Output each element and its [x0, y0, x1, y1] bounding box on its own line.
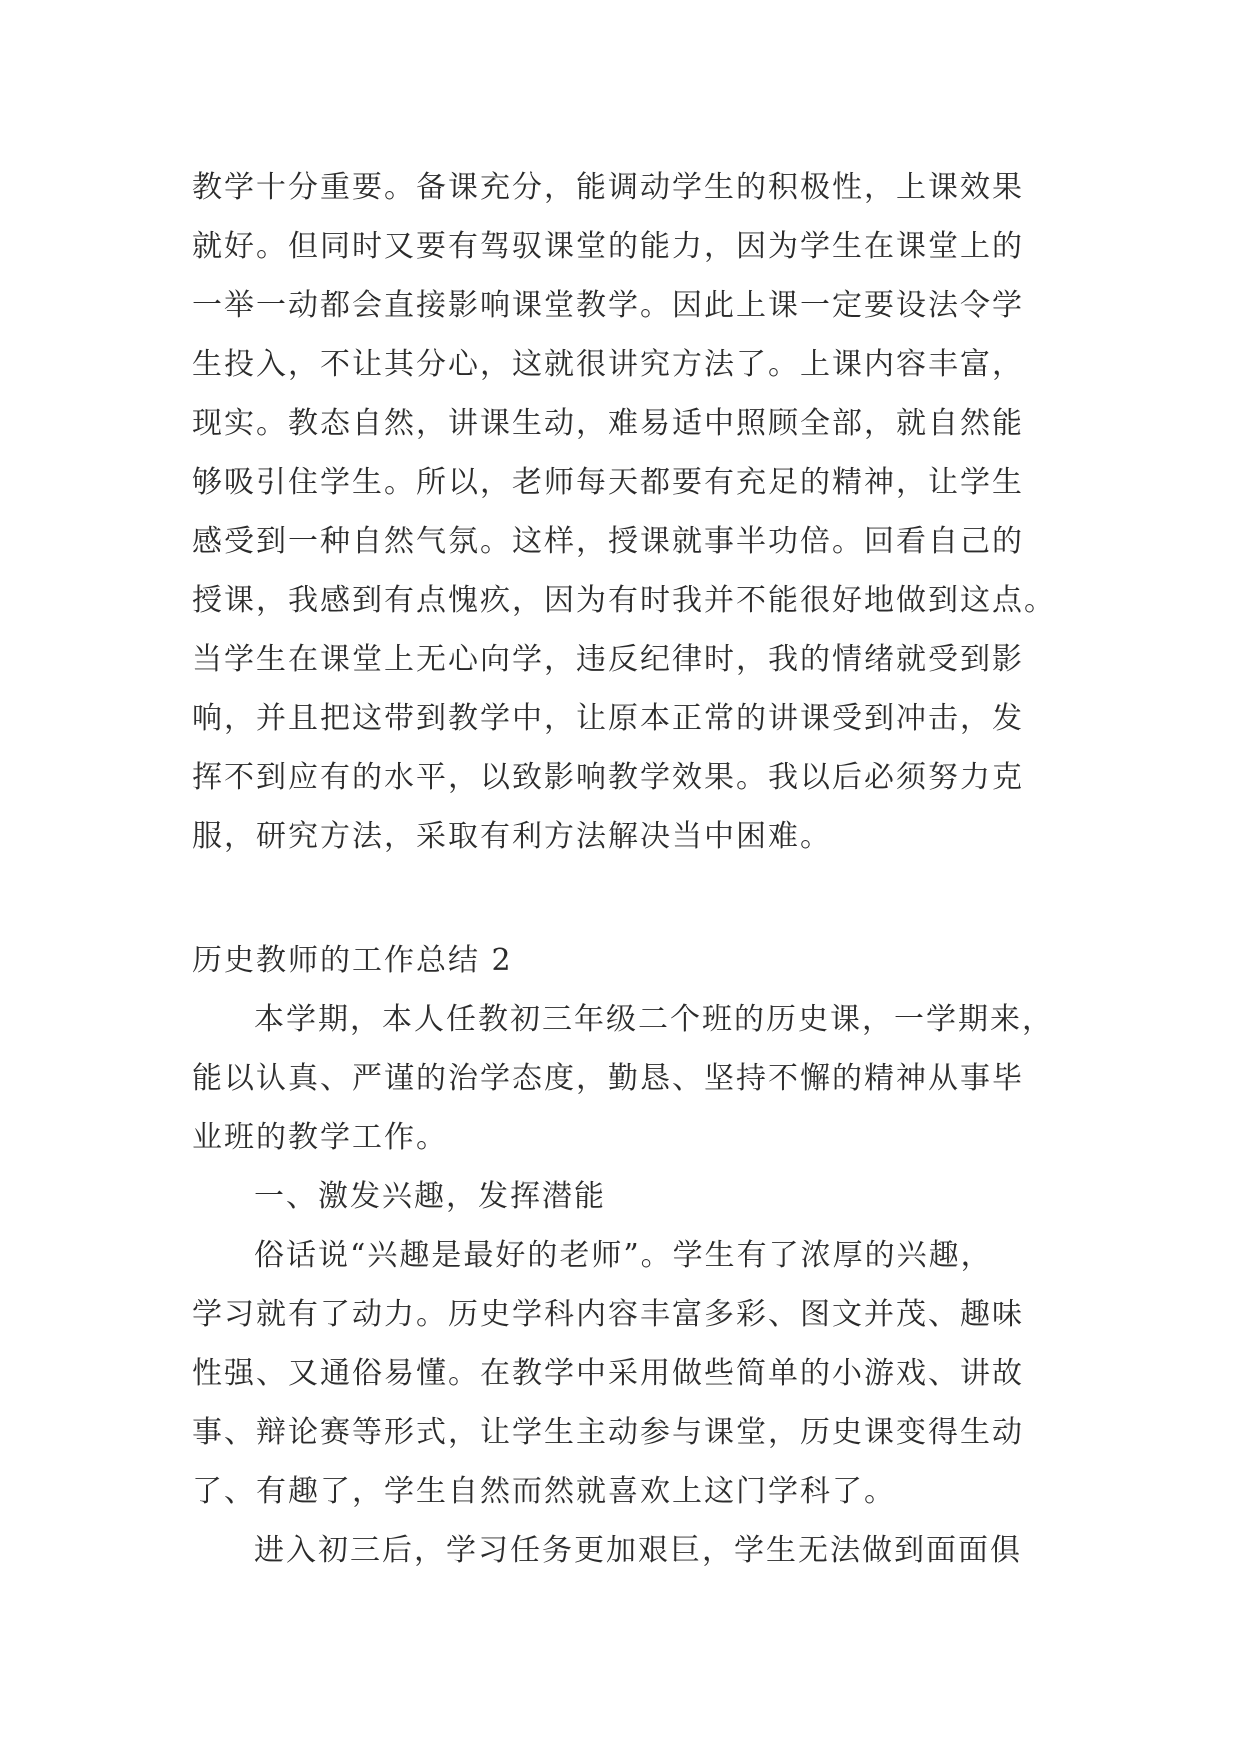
paragraph-grade-three: [192, 1521, 1052, 1580]
text-line: 了、有趣了，学生自然而然就喜欢上这门学科了。: [192, 1474, 896, 1509]
text-line: 能以认真、严谨的治学态度，勤恳、坚持不懈的精神从事毕: [192, 1061, 1024, 1096]
text-line: 教学十分重要。备课充分，能调动学生的积极性，上课效果: [192, 170, 1024, 205]
text-line: 性强、又通俗易懂。在教学中采用做些简单的小游戏、讲故: [192, 1356, 1024, 1391]
text-line: 挥不到应有的水平，以致影响教学效果。我以后必须努力克: [192, 760, 1024, 795]
text-line: 一举一动都会直接影响课堂教学。因此上课一定要设法令学: [192, 288, 1024, 323]
document-page: [192, 158, 1056, 1580]
text-line: 够吸引住学生。所以，老师每天都要有充足的精神，让学生: [192, 465, 1024, 500]
text-line: 感受到一种自然气氛。这样，授课就事半功倍。回看自己的: [192, 524, 1024, 559]
paragraph-teaching-reflection: [192, 158, 1056, 866]
text-line: 当学生在课堂上无心向学，违反纪律时，我的情绪就受到影: [192, 642, 1024, 677]
text-line: 本学期，本人任教初三年级二个班的历史课，一学期来，: [254, 1002, 1054, 1037]
text-line: 现实。教态自然，讲课生动，难易适中照顾全部，就自然能: [192, 406, 1024, 441]
text-line: 授课，我感到有点愧疚，因为有时我并不能很好地做到这点。: [192, 583, 1056, 618]
subheading: 一、激发兴趣，发挥潜能: [254, 1179, 606, 1214]
text-line: 学习就有了动力。历史学科内容丰富多彩、图文并茂、趣味: [192, 1297, 1024, 1332]
text-line: 事、辩论赛等形式，让学生主动参与课堂，历史课变得生动: [192, 1415, 1024, 1450]
paragraph-interest: [192, 1226, 1052, 1521]
text-line: 服，研究方法，采取有利方法解决当中困难。: [192, 819, 832, 854]
text-line: 就好。但同时又要有驾驭课堂的能力，因为学生在课堂上的: [192, 229, 1024, 264]
text-line: 生投入，不让其分心，这就很讲究方法了。上课内容丰富，: [192, 347, 1024, 382]
section-title: 历史教师的工作总结 2: [192, 943, 513, 978]
text-line: 响，并且把这带到教学中，让原本正常的讲课受到冲击，发: [192, 701, 1024, 736]
text-line: 进入初三后，学习任务更加艰巨，学生无法做到面面俱: [254, 1533, 1022, 1568]
text-line: 业班的教学工作。: [192, 1120, 448, 1155]
text-line: 俗话说“兴趣是最好的老师”。学生有了浓厚的兴趣，: [254, 1238, 993, 1273]
paragraph-intro: [192, 990, 1052, 1167]
